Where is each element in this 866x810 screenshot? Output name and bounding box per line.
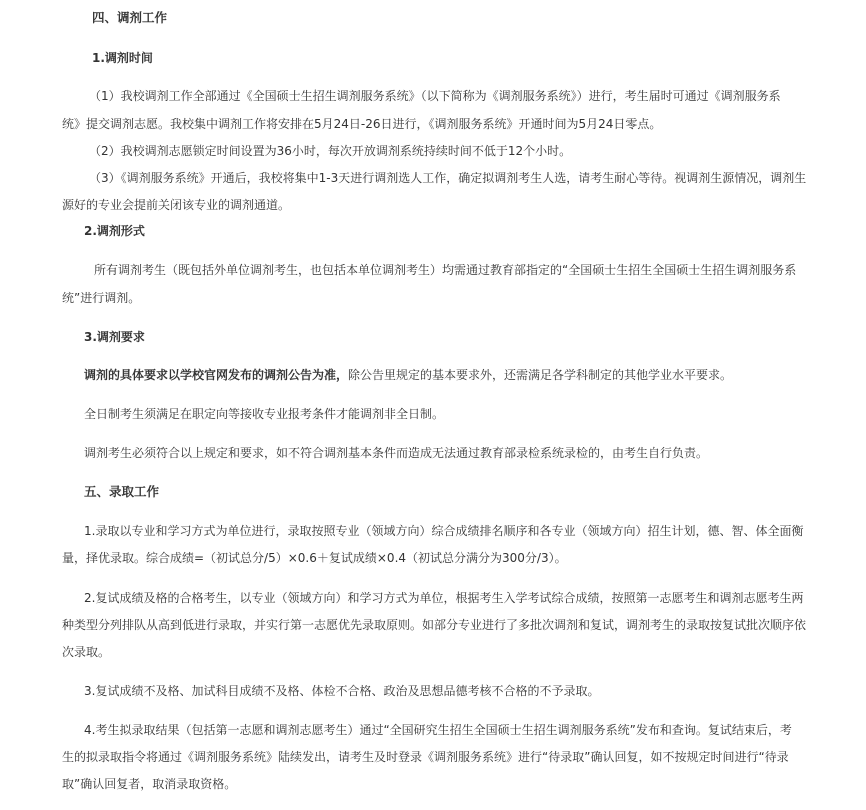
admission-item-4-line-2: 生的拟录取指令将通过《调剂服务系统》陆续发出，请考生及时登录《调剂服务系统》进行“待录取”确认回复，如不按规定时间进行“待录 (62, 750, 789, 764)
section-5-heading: 五、录取工作 (84, 484, 160, 499)
admission-item-3: 3.复试成绩不及格、加试科目成绩不及格、体检不合格、政治及思想品德考核不合格的不予录取。 (84, 684, 600, 698)
admission-item-1-line-1: 1.录取以专业和学习方式为单位进行，录取按照专业（领域方向）综合成绩排名顺序和各专业（领域方向）招生计划，德、智、体全面衡 (84, 524, 804, 538)
admission-item-4-line-3: 取”确认回复者，取消录取资格。 (62, 777, 237, 791)
adjustment-time-paragraph-1-line-1: （1）我校调剂工作全部通过《全国硕士生招生调剂服务系统》（以下简称为《调剂服务系统》）进行，考生届时可通过《调剂服务系 (89, 89, 781, 103)
subsection-adjustment-requirements-heading: 3.调剂要求 (84, 330, 145, 344)
adjustment-time-paragraph-3-line-1: （3）《调剂服务系统》开通后，我校将集中1-3天进行调剂选人工作，确定拟调剂考生人选，请考生耐心等待。视调剂生源情况，调剂生 (89, 171, 807, 185)
adjustment-time-paragraph-3-line-2: 源好的专业会提前关闭该专业的调剂通道。 (62, 198, 291, 212)
adjustment-requirements-rest: 除公告里规定的基本要求外，还需满足各学科制定的其他学业水平要求。 (348, 368, 733, 382)
admission-item-2-line-1: 2.复试成绩及格的合格考生，以专业（领域方向）和学习方式为单位，根据考生入学考试综合成绩，按照第一志愿考生和调剂志愿考生两 (84, 591, 804, 605)
adjustment-requirements-emphasis: 调剂的具体要求以学校官网发布的调剂公告为准， (84, 368, 349, 382)
admission-item-4-line-1: 4.考生拟录取结果（包括第一志愿和调剂志愿考生）通过“全国研究生招生全国硕士生招生调剂服务系统”发布和查询。复试结束后，考 (84, 723, 792, 737)
adjustment-time-paragraph-2: （2）我校调剂志愿锁定时间设置为36小时，每次开放调剂系统持续时间不低于12个小时。 (89, 144, 572, 158)
adjustment-form-paragraph-line-2: 统”进行调剂。 (62, 291, 141, 305)
admission-item-1-line-2: 量，择优录取。综合成绩=（初试总分/5）×0.6＋复试成绩×0.4（初试总分满分为300分/3）。 (62, 551, 567, 565)
adjustment-form-paragraph-line-1: 所有调剂考生（既包括外单位调剂考生，也包括本单位调剂考生）均需通过教育部指定的“全国硕士生招生全国硕士生招生调剂服务系 (94, 263, 797, 277)
adjustment-time-paragraph-1-line-2: 统》提交调剂志愿。我校集中调剂工作将安排在5月24日-26日进行，《调剂服务系统》开通时间为5月24日零点。 (62, 117, 662, 131)
adjustment-requirements-paragraph-1 (84, 367, 732, 383)
adjustment-requirements-paragraph-3: 调剂考生必须符合以上规定和要求，如不符合调剂基本条件而造成无法通过教育部录检系统录检的，由考生自行负责。 (84, 446, 709, 460)
section-4-heading: 四、调剂工作 (92, 10, 168, 25)
subsection-adjustment-form-heading: 2.调剂形式 (84, 224, 145, 238)
admission-item-2-line-2: 种类型分列排队从高到低进行录取，并实行第一志愿优先录取原则。如部分专业进行了多批次调剂和复试，调剂考生的录取按复试批次顺序依 (62, 618, 807, 632)
subsection-adjustment-time-heading: 1.调剂时间 (92, 51, 153, 65)
admission-item-2-line-3: 次录取。 (62, 645, 111, 659)
adjustment-requirements-paragraph-2: 全日制考生须满足在职定向等接收专业报考条件才能调剂非全日制。 (84, 407, 445, 421)
